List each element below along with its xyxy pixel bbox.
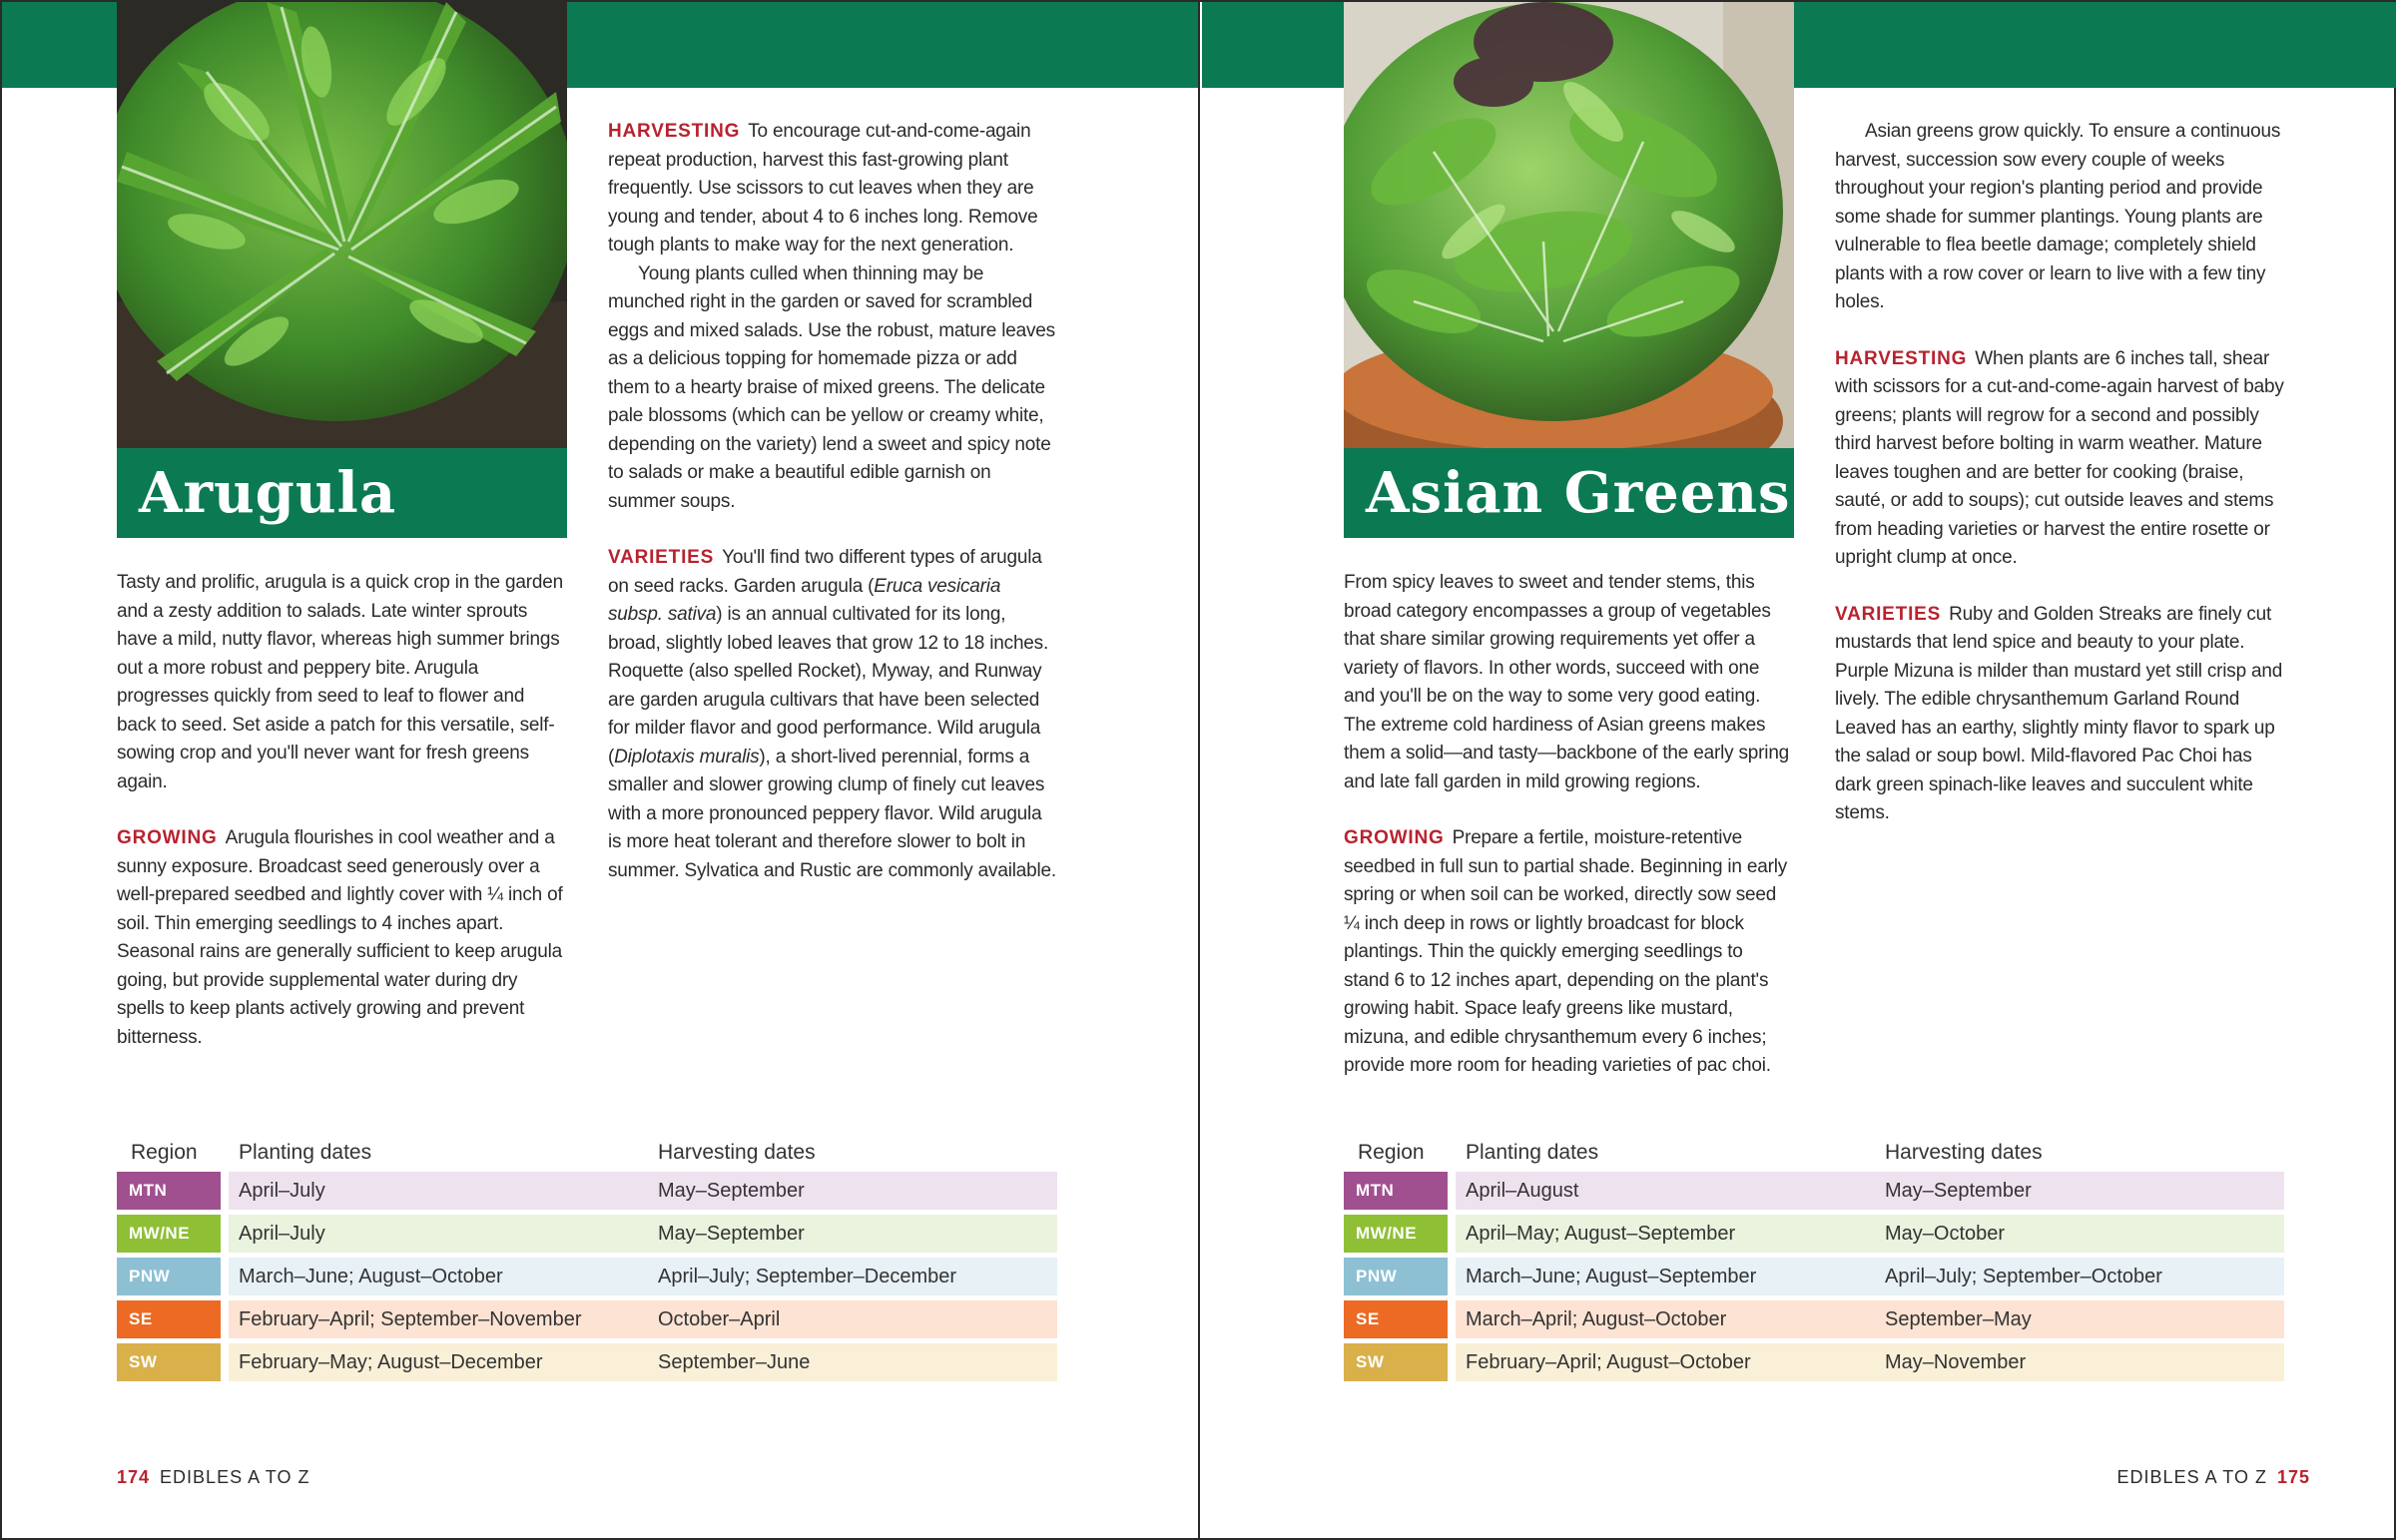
header-region: Region xyxy=(131,1141,198,1164)
right-text-column-1 xyxy=(1344,569,1793,1081)
table-header-row xyxy=(117,1135,1057,1167)
varieties-section xyxy=(608,544,1057,885)
arugula-photo-illustration xyxy=(117,2,567,448)
varieties-text: Ruby and Golden Streaks are finely cut mustards that lend spice and beauty to your plate. Purple Mizuna is milder than mustard yet still crisp and lively. The edible chrysanthemum Garland Round Leaved has an earthy, slightly minty flavor to spark up the salad or soup bowl. Mild-flavored Pac Choi has dark green spinach-like leaves and succulent white stems. xyxy=(1835,603,2283,823)
header-planting: Planting dates xyxy=(239,1141,372,1164)
planting-cell: April–May; August–September xyxy=(1456,1215,1875,1253)
header-planting: Planting dates xyxy=(1466,1141,1599,1164)
planting-cell: March–June; August–September xyxy=(1456,1258,1875,1295)
arugula-leaves-photo xyxy=(117,2,567,448)
table-row xyxy=(117,1300,1057,1338)
page-number: 175 xyxy=(2276,1467,2310,1487)
left-text-column-2 xyxy=(608,118,1057,885)
varieties-section xyxy=(1835,601,2284,828)
region-badge-mwne: MW/NE xyxy=(1344,1215,1448,1253)
region-badge-pnw: PNW xyxy=(1344,1258,1448,1295)
harvesting-cell: April–July; September–October xyxy=(1875,1258,2284,1295)
planting-cell: February–April; September–November xyxy=(229,1300,648,1338)
planting-cell: April–August xyxy=(1456,1172,1875,1210)
page-title: Asian Greens xyxy=(1366,460,1791,526)
table-row xyxy=(1344,1172,2284,1210)
varieties-text-b: ) is an annual cultivated for its long, broad, slightly lobed leaves that grow 12 to 18 inches. Roquette (also spelled Rocket), Myway, and Runway are garden arugula cultivars that have been selected for milder flavor and good performance. Wild arugula ( xyxy=(608,604,1049,768)
harvesting-text-2: Young plants culled when thinning may be munched right in the garden or saved for scrambled eggs and mixed salads. Use the robust, mature leaves as a delicious topping for homemade pizza or add them to a hearty braise of mixed greens. The delicate pale blossoms (which can be yellow or creamy white, depending on the variety) lend a sweet and spicy note to salads or make a beautiful edible garnish on summer soups. xyxy=(608,262,1055,512)
table-row xyxy=(117,1343,1057,1381)
growing-text-2: Asian greens grow quickly. To ensure a continuous harvest, succession sow every couple of weeks throughout your region's planting period and provide some shade for summer plantings. Young plants are vulnerable to flea beetle damage; completely shield plants with a row cover or learn to live with a few tiny holes. xyxy=(1835,121,2281,312)
running-head: EDIBLES A TO Z xyxy=(2116,1467,2267,1487)
harvesting-cell: September–June xyxy=(648,1343,1057,1381)
harvesting-text: When plants are 6 inches tall, shear with scissors for a cut-and-come-again harvest of baby greens; plants will regrow for a second and possibly third harvest before bolting in warm weather. Mature leaves toughen and are better for cooking (braise, sauté, or add to soups); cut outside leaves and stems from heading varieties or harvest the entire rosette or upright clump at once. xyxy=(1835,347,2284,568)
planting-cell: February–May; August–December xyxy=(229,1343,648,1381)
varieties-text-c: ), a short-lived perennial, forms a smaller and slower growing clump of finely cut leaves with a more pronounced peppery flavor. Wild arugula is more heat tolerant and therefore slower to bolt in summer. Sylvatica and Rustic are commonly available. xyxy=(608,746,1056,881)
planting-calendar-table xyxy=(117,1130,1057,1386)
planting-cell: March–June; August–October xyxy=(229,1258,648,1295)
table-row xyxy=(1344,1300,2284,1338)
region-badge-se: SE xyxy=(117,1300,221,1338)
varieties-heading: VARIETIES xyxy=(1835,603,1942,625)
region-badge-sw: SW xyxy=(1344,1343,1448,1381)
latin-name-eruca: Eruca vesicaria subsp. sativa xyxy=(608,575,1001,625)
varieties-text-a: You'll find two different types of arugula on seed racks. Garden arugula ( xyxy=(608,547,1042,597)
growing-text: Arugula flourishes in cool weather and a sunny exposure. Broadcast seed generously over a well-prepared seedbed and lightly cover with ¼ inch of soil. Thin emerging seedlings to 4 inches apart. Seasonal rains are generally sufficient to keep arugula going, but provide supplemental water during dry spells to keep plants actively growing and prevent bitterness. xyxy=(117,827,563,1048)
asian-greens-title-bar xyxy=(1344,448,1794,538)
table-row xyxy=(1344,1258,2284,1295)
planting-cell: February–April; August–October xyxy=(1456,1343,1875,1381)
page-number: 174 xyxy=(117,1467,151,1487)
harvesting-cell: April–July; September–December xyxy=(648,1258,1057,1295)
planting-cell: April–July xyxy=(229,1215,648,1253)
right-footer xyxy=(2117,1467,2320,1488)
harvesting-cell: May–September xyxy=(648,1215,1057,1253)
table-row xyxy=(117,1258,1057,1295)
asian-greens-bowl-photo xyxy=(1344,2,1794,448)
table-row xyxy=(1344,1215,2284,1253)
harvesting-heading: HARVESTING xyxy=(1835,347,1968,369)
harvesting-heading: HARVESTING xyxy=(608,121,741,142)
growing-section xyxy=(1344,824,1793,1081)
growing-text: Prepare a fertile, moisture-retentive seedbed in full sun to partial shade. Beginning in early spring or when soil can be worked, directly sow seed ¼ inch deep in rows or lightly broadcast for block plantings. Thin the quickly emerging seedlings to stand 6 to 12 inches apart, depending on the plant's growing habit. Space leafy greens like mustard, mizuna, and edible chrysanthemum every 6 inches; provide more room for heading varieties of pac choi. xyxy=(1344,827,1788,1076)
harvesting-section xyxy=(608,118,1057,260)
running-head: EDIBLES A TO Z xyxy=(160,1467,310,1487)
region-badge-sw: SW xyxy=(117,1343,221,1381)
harvesting-cell: May–September xyxy=(648,1172,1057,1210)
region-badge-mwne: MW/NE xyxy=(117,1215,221,1253)
table-row xyxy=(117,1215,1057,1253)
harvesting-cell: May–September xyxy=(1875,1172,2284,1210)
growing-section xyxy=(117,824,566,1052)
left-text-column-1 xyxy=(117,569,566,1052)
planting-calendar-table xyxy=(1344,1130,2284,1386)
table-row xyxy=(1344,1343,2284,1381)
growing-heading: GROWING xyxy=(1344,827,1445,848)
harvesting-cell: October–April xyxy=(648,1300,1057,1338)
arugula-title-bar xyxy=(117,448,567,538)
harvesting-cell: May–November xyxy=(1875,1343,2284,1381)
asian-greens-photo-illustration xyxy=(1344,2,1794,448)
harvesting-text: To encourage cut-and-come-again repeat production, harvest this fast-growing plant frequently. Use scissors to cut leaves when they are young and tender, about 4 to 6 inches long. Remove tough plants to make way for the next generation. xyxy=(608,121,1038,256)
planting-cell: April–July xyxy=(229,1172,648,1210)
header-harvesting: Harvesting dates xyxy=(658,1141,816,1164)
planting-cell: March–April; August–October xyxy=(1456,1300,1875,1338)
region-badge-mtn: MTN xyxy=(117,1172,221,1210)
right-text-column-2 xyxy=(1835,118,2284,828)
header-region: Region xyxy=(1358,1141,1425,1164)
table-row xyxy=(117,1172,1057,1210)
left-page xyxy=(2,2,1200,1540)
region-badge-mtn: MTN xyxy=(1344,1172,1448,1210)
page-title: Arugula xyxy=(139,460,397,526)
left-footer xyxy=(107,1467,309,1488)
harvesting-section xyxy=(1835,345,2284,573)
intro-paragraph: From spicy leaves to sweet and tender stems, this broad category encompasses a group of vegetables that share similar growing requirements yet offer a variety of flavors. In other words, succeed with one and you'll be on the way to some very good eating. The extreme cold hardiness of Asian greens makes them a solid—and tasty—backbone of the early spring and late fall garden in mild growing regions. xyxy=(1344,572,1790,792)
region-badge-se: SE xyxy=(1344,1300,1448,1338)
harvesting-cell: May–October xyxy=(1875,1215,2284,1253)
header-harvesting: Harvesting dates xyxy=(1885,1141,2043,1164)
growing-heading: GROWING xyxy=(117,827,218,848)
table-header-row xyxy=(1344,1135,2284,1167)
harvesting-cell: September–May xyxy=(1875,1300,2284,1338)
intro-paragraph: Tasty and prolific, arugula is a quick crop in the garden and a zesty addition to salads. Late winter sprouts have a mild, nutty flavor, whereas high summer brings out a more robust and peppery bite. Arugula progresses quickly from seed to leaf to flower and back to seed. Set aside a patch for this versatile, self-sowing crop and you'll never want for fresh greens again. xyxy=(117,572,563,792)
right-page xyxy=(1202,2,2396,1540)
varieties-heading: VARIETIES xyxy=(608,547,715,568)
region-badge-pnw: PNW xyxy=(117,1258,221,1295)
latin-name-diplotaxis: Diplotaxis muralis xyxy=(614,746,760,768)
